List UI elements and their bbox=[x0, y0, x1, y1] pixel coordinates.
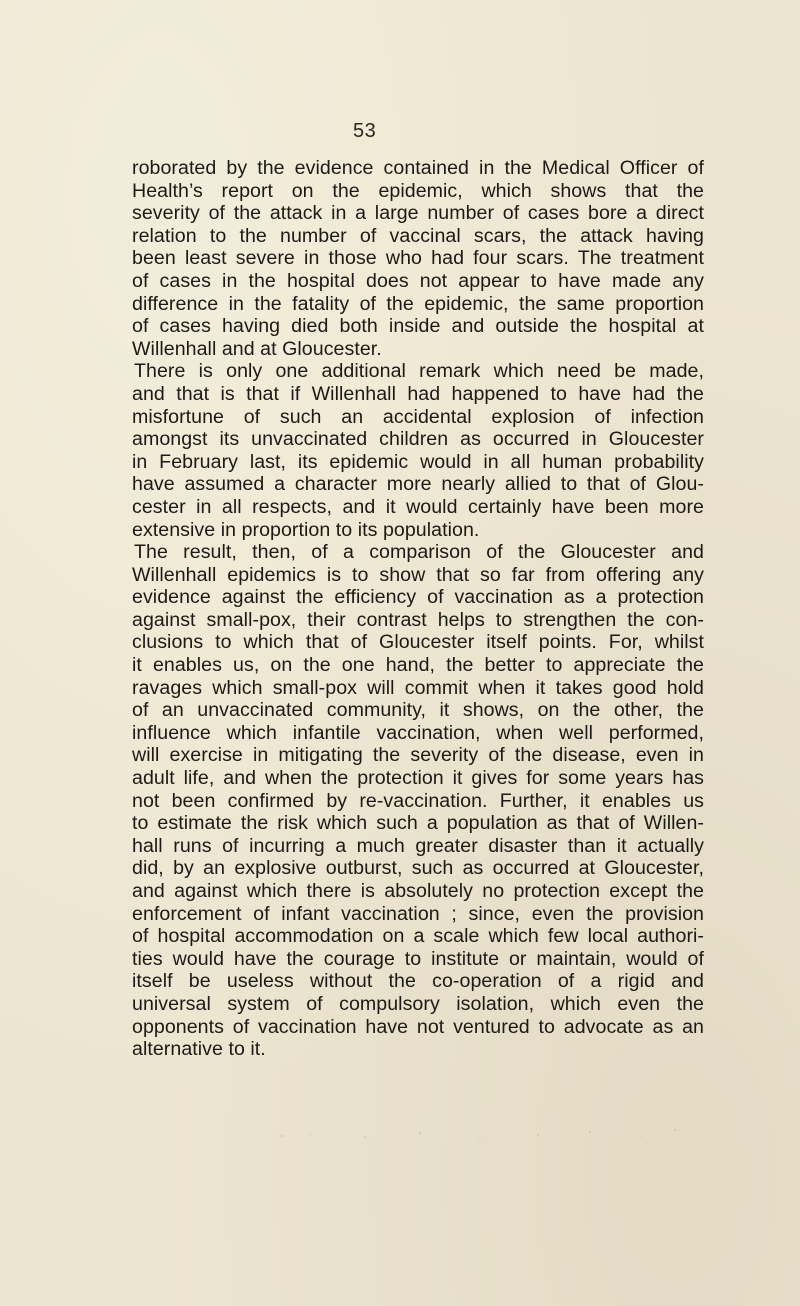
text-line: of cases having died both inside and outside the hospital at bbox=[132, 315, 704, 338]
text-line: against small-pox, their contrast helps to strengthen the con- bbox=[132, 608, 704, 631]
text-line: universal system of compulsory isolation, which even the bbox=[132, 992, 704, 1015]
text-line: ravages which small-pox will commit when it takes good hold bbox=[132, 676, 704, 699]
text-line: misfortune of such an accidental explosion of infection bbox=[132, 405, 704, 428]
page-number: 53 bbox=[353, 120, 377, 142]
text-line: severity of the attack in a large number of cases bore a direct bbox=[132, 202, 704, 225]
text-line: relation to the number of vaccinal scars, the attack having bbox=[132, 224, 704, 247]
text-line: clusions to which that of Gloucester itself points. For, whilst bbox=[132, 631, 704, 654]
text-line: of hospital accommodation on a scale which few local authori- bbox=[132, 925, 704, 948]
text-line: hall runs of incurring a much greater disaster than it actually bbox=[132, 834, 704, 857]
text-line: There is only one additional remark which need be made, bbox=[134, 360, 704, 383]
text-line: in February last, its epidemic would in all human probability bbox=[132, 450, 704, 473]
text-line: influence which infantile vaccination, when well performed, bbox=[132, 721, 704, 744]
text-line: Willenhall and at Gloucester. bbox=[132, 337, 382, 360]
text-line: roborated by the evidence contained in the Medical Officer of bbox=[132, 157, 704, 179]
text-line: to estimate the risk which such a population as that of Willen- bbox=[132, 812, 704, 835]
text-line: alternative to it. bbox=[132, 1038, 266, 1061]
text-line: extensive in proportion to its population. bbox=[132, 518, 480, 541]
text-line: Willenhall epidemics is to show that so far from offering any bbox=[132, 563, 704, 586]
text-line: and that is that if Willenhall had happened to have had the bbox=[132, 382, 704, 405]
text-line: of cases in the hospital does not appear to have made any bbox=[132, 269, 704, 292]
text-line: it enables us, on the one hand, the better to appreciate the bbox=[132, 654, 704, 677]
text-line: of an unvaccinated community, it shows, on the other, the bbox=[132, 699, 704, 722]
text-line: opponents of vaccination have not ventured to advocate as an bbox=[132, 1015, 704, 1038]
text-line: itself be useless without the co-operation of a rigid and bbox=[132, 970, 704, 993]
text-line: The result, then, of a comparison of the Gloucester and bbox=[134, 541, 704, 564]
text-line: not been confirmed by re-vaccination. Further, it enables us bbox=[132, 789, 704, 812]
text-line: and against which there is absolutely no protection except the bbox=[132, 880, 704, 902]
text-line: enforcement of infant vaccination ; since, even the provision bbox=[132, 902, 704, 925]
text-line: cester in all respects, and it would certainly have been more bbox=[132, 495, 704, 518]
show-through-specks bbox=[270, 1118, 690, 1148]
text-line: Health’s report on the epidemic, which shows that the bbox=[132, 179, 704, 202]
text-line: have assumed a character more nearly allied to that of Glou- bbox=[132, 473, 704, 496]
text-line: ties would have the courage to institute or maintain, would of bbox=[132, 947, 704, 970]
text-line: difference in the fatality of the epidemic, the same proportion bbox=[132, 292, 704, 315]
text-line: been least severe in those who had four scars. The treatment bbox=[132, 247, 704, 270]
text-line: evidence against the efficiency of vaccination as a protection bbox=[132, 586, 704, 609]
text-line: amongst its unvaccinated children as occurred in Gloucester bbox=[132, 428, 704, 451]
text-line: will exercise in mitigating the severity of the disease, even in bbox=[132, 744, 704, 767]
body-text bbox=[132, 157, 704, 1061]
text-line: did, by an explosive outburst, such as occurred at Gloucester, bbox=[132, 857, 704, 880]
text-line: adult life, and when the protection it gives for some years has bbox=[132, 767, 704, 790]
